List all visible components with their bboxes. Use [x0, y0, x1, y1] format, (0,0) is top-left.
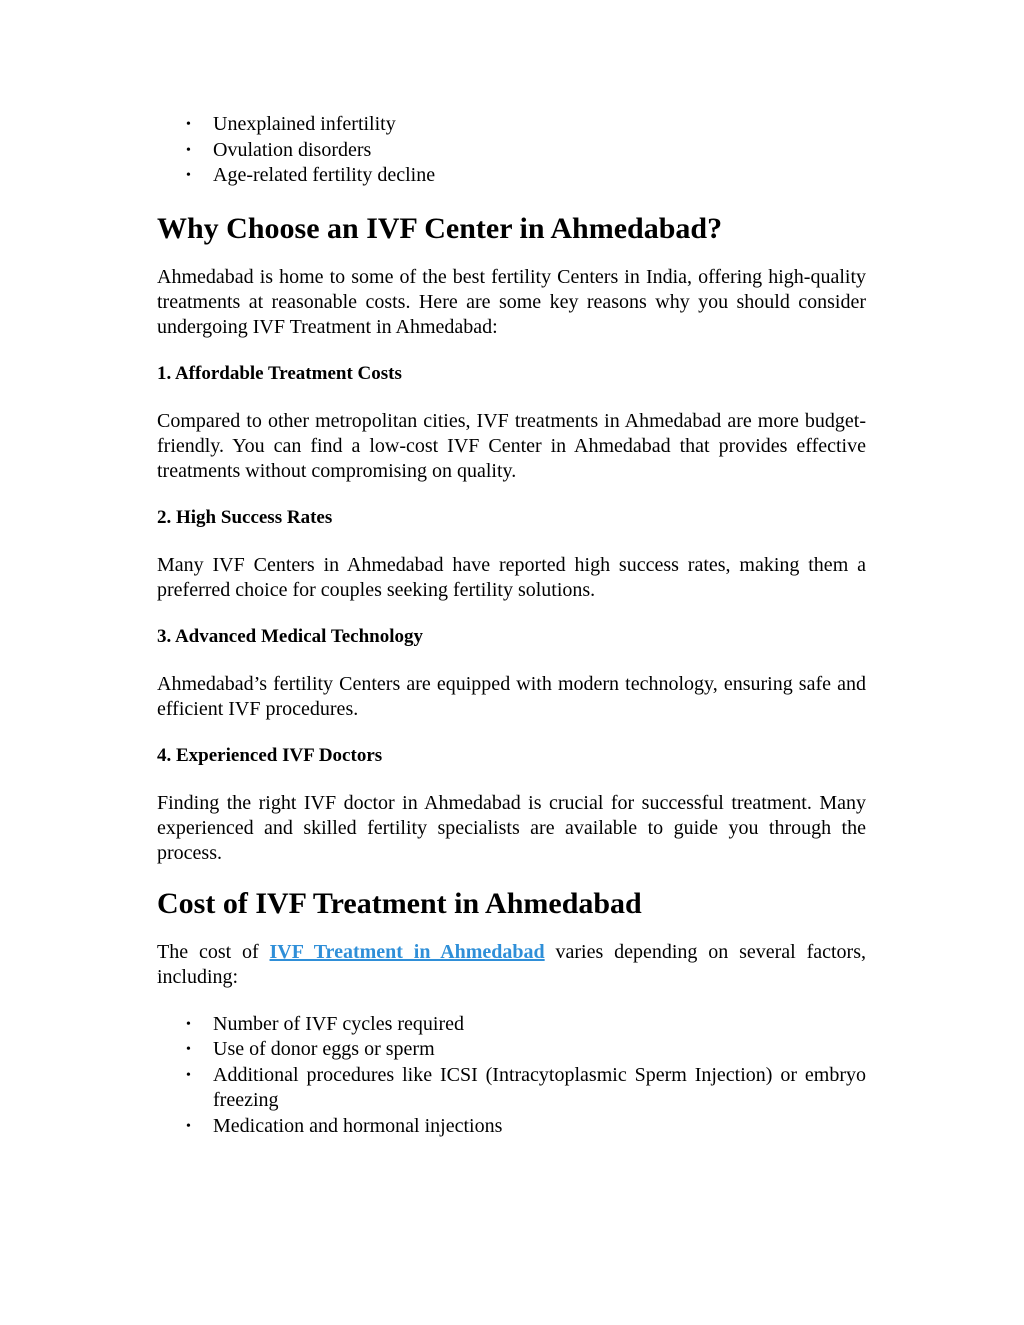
reason-body: Finding the right IVF doctor in Ahmedabad is crucial for successful treatment. Many experienced and skilled fertility specialists are available to guide you through the process. [157, 791, 866, 864]
reason-body: Many IVF Centers in Ahmedabad have reported high success rates, making them a preferred choice for couples seeking fertility solutions. [157, 553, 866, 601]
cost-factors-list [157, 1012, 866, 1140]
bullet-icon: • [186, 142, 191, 158]
why-choose-intro: Ahmedabad is home to some of the best fertility Centers in India, offering high-quality treatments at reasonable costs. Here are some key reasons why you should consider undergoing IVF Treatment in Ahmedabad: [157, 265, 866, 338]
reason-body: Compared to other metropolitan cities, IVF treatments in Ahmedabad are more budget-friendly. You can find a low-cost IVF Center in Ahmedabad that provides effective treatments without compromising on quality. [157, 409, 866, 482]
list-item: • Additional procedures like ICSI (Intracytoplasmic Sperm Injection) or embryo freezing [186, 1063, 866, 1111]
list-item: • Unexplained infertility [157, 112, 866, 138]
reason-title: 2. High Success Rates [157, 506, 333, 528]
cost-heading: Cost of IVF Treatment in Ahmedabad [157, 886, 642, 920]
list-item: • Age-related fertility decline [157, 163, 866, 189]
reason-title: 4. Experienced IVF Doctors [157, 744, 383, 766]
reason-body: Ahmedabad’s fertility Centers are equipped with modern technology, ensuring safe and efficient IVF procedures. [157, 672, 866, 720]
infertility-causes-list [157, 112, 866, 189]
list-item: • Medication and hormonal injections [157, 1114, 866, 1140]
list-item: • Use of donor eggs or sperm [157, 1037, 866, 1063]
why-choose-heading: Why Choose an IVF Center in Ahmedabad? [157, 211, 723, 245]
bullet-icon: • [186, 1016, 191, 1032]
bullet-icon: • [186, 168, 191, 183]
reason-title: 3. Advanced Medical Technology [157, 625, 424, 647]
bullet-icon: • [186, 1042, 191, 1057]
cost-intro: The cost of IVF Treatment in Ahmedabad varies depending on several factors, including: [157, 940, 866, 988]
bullet-icon: • [186, 1067, 191, 1083]
bullet-icon: • [186, 117, 191, 132]
list-item: • Ovulation disorders [157, 138, 866, 164]
document-page [157, 112, 866, 1139]
ivf-treatment-link[interactable]: IVF Treatment in Ahmedabad [269, 940, 545, 963]
reason-title: 1. Affordable Treatment Costs [157, 362, 402, 384]
list-item: • Number of IVF cycles required [157, 1012, 866, 1038]
bullet-icon: • [186, 1118, 191, 1134]
